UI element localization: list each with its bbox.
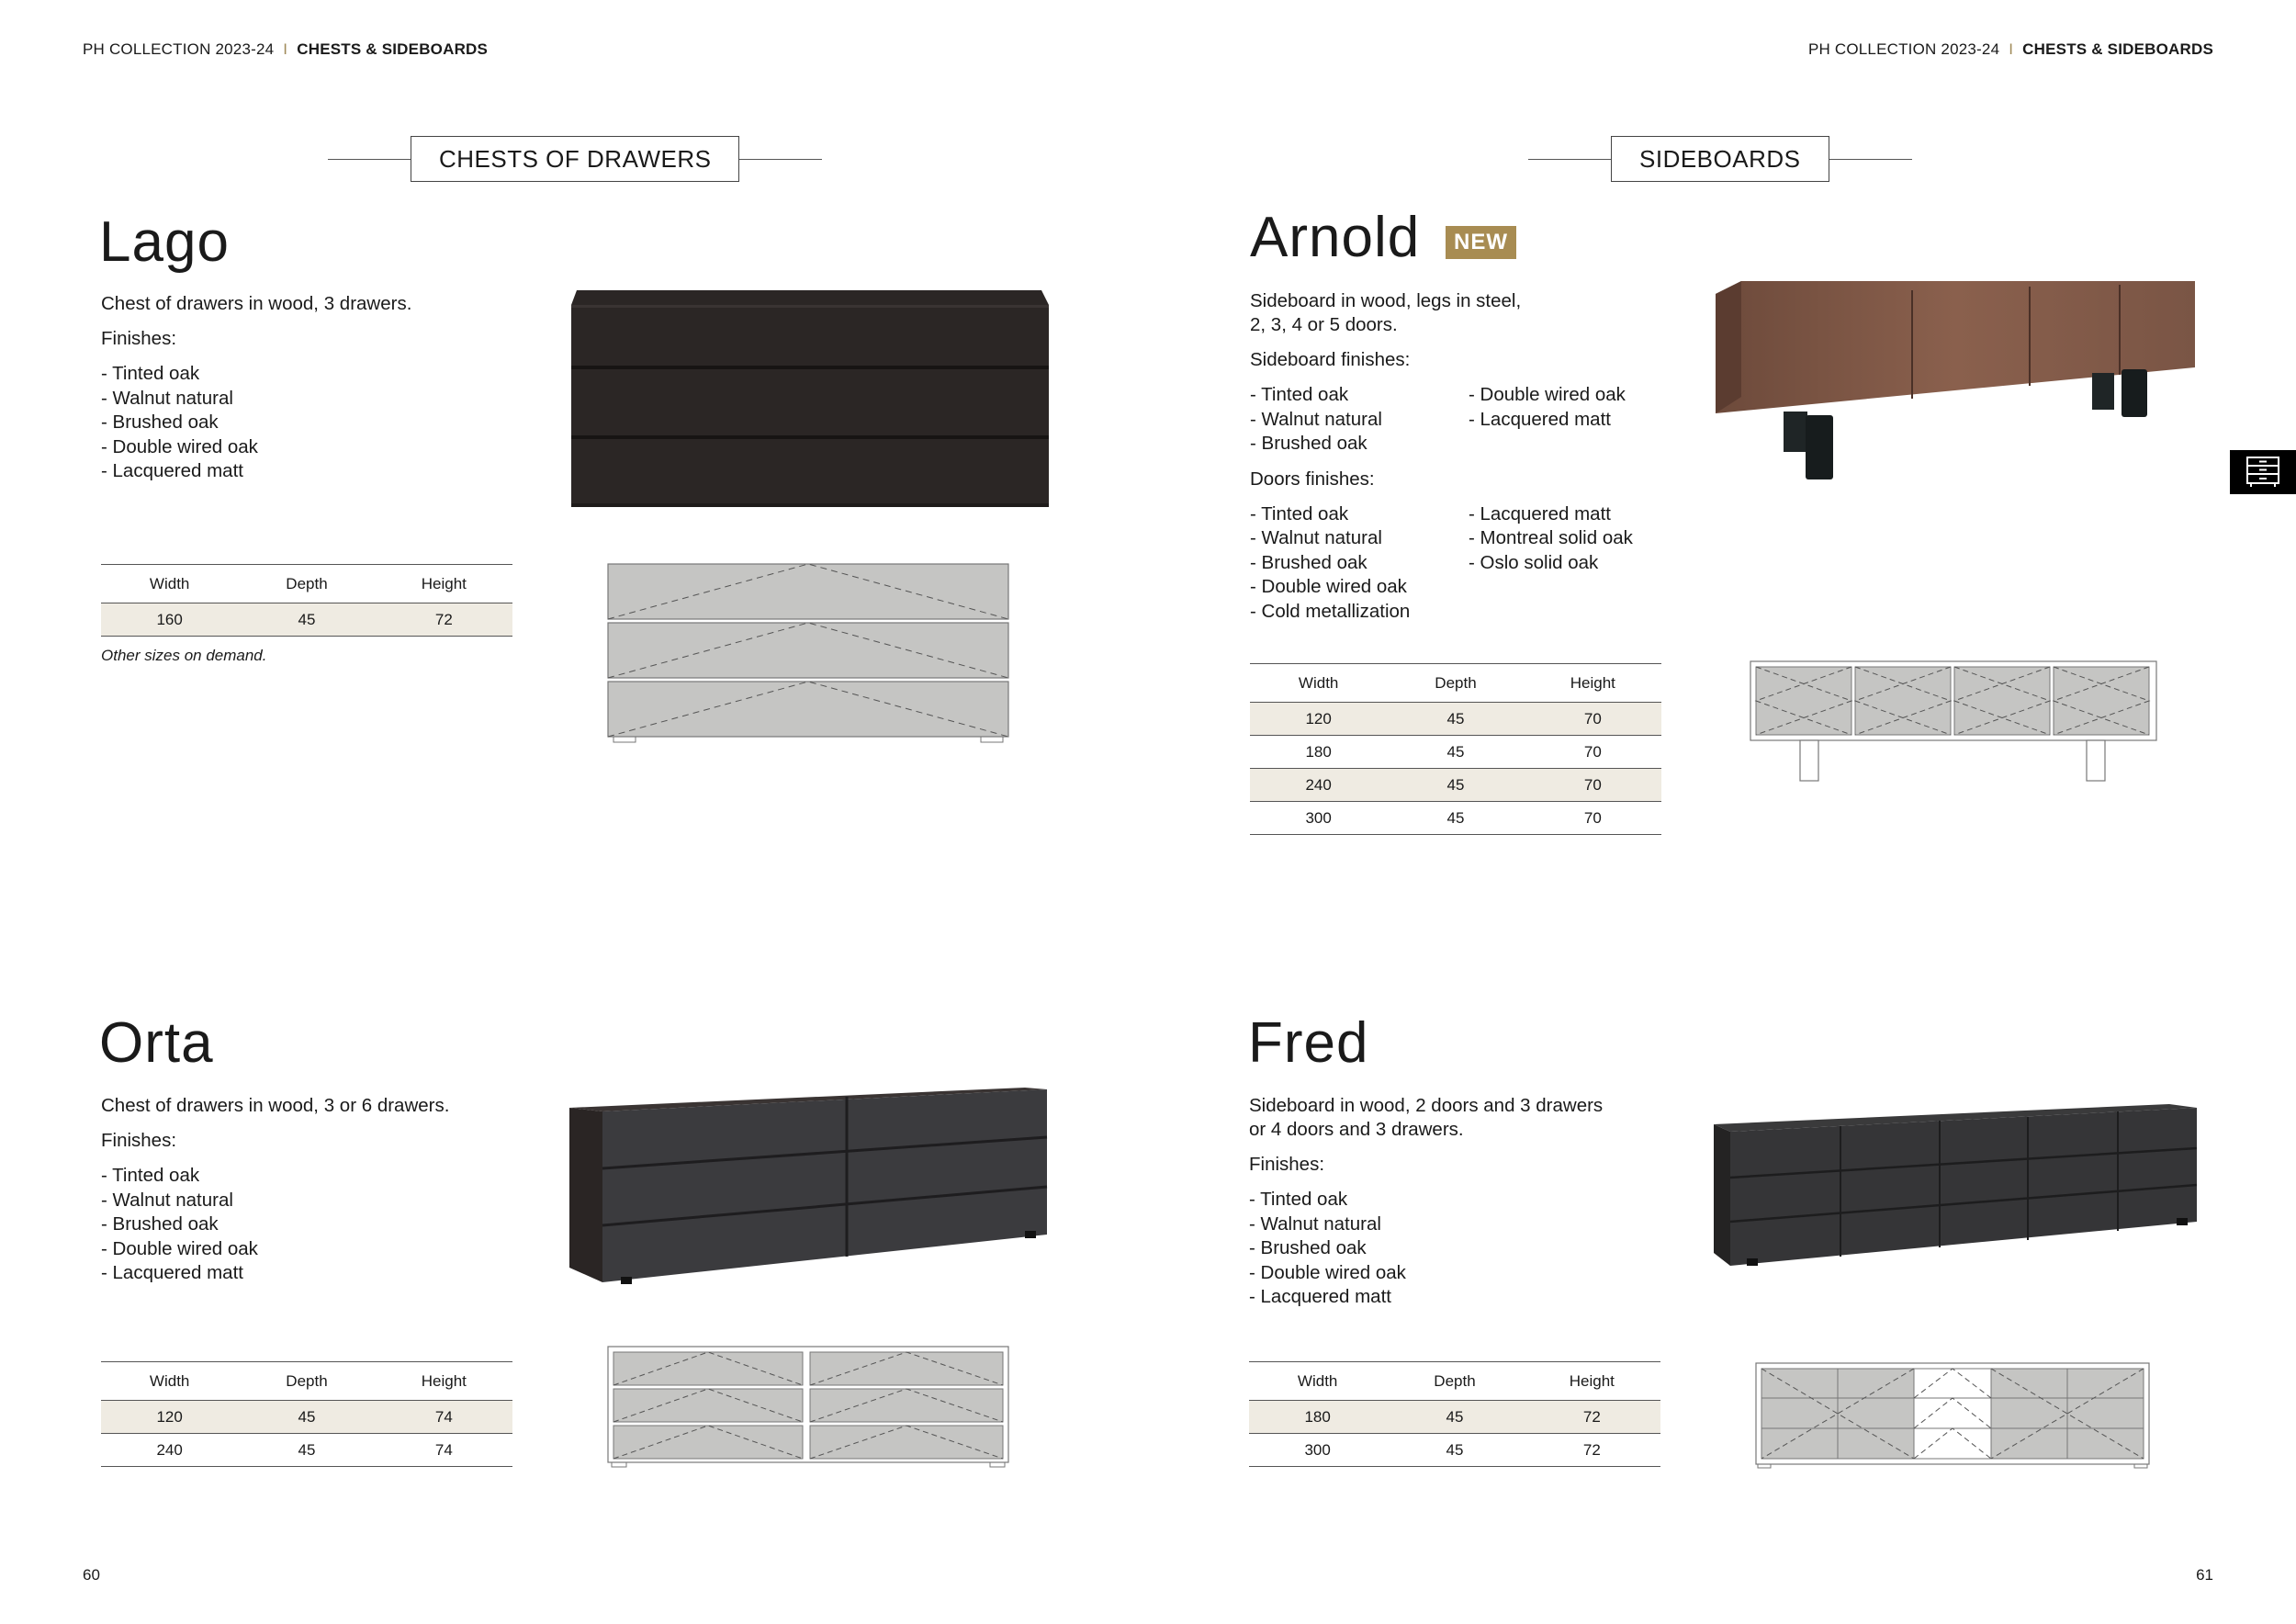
fred-finish-item: - Double wired oak xyxy=(1249,1261,1406,1283)
page-number-right: 61 xyxy=(2196,1566,2213,1584)
column-header-depth: Depth xyxy=(1386,1362,1523,1401)
section-label-chests: CHESTS OF DRAWERS xyxy=(328,136,822,182)
finish-item: - Cold metallization xyxy=(1250,600,1411,622)
arnold-product-photo xyxy=(1714,277,2197,498)
orta-finishes-label: Finishes: xyxy=(101,1130,177,1151)
product-title-fred: Fred xyxy=(1248,1011,1369,1075)
lago-note: Other sizes on demand. xyxy=(101,647,267,664)
orta-dimensions-table xyxy=(101,1361,512,1467)
finish-item: - Walnut natural xyxy=(1250,527,1382,548)
running-header-left: PH COLLECTION 2023-24 I CHESTS & SIDEBOARDS xyxy=(83,40,489,58)
fred-description-block xyxy=(1249,1094,1690,1310)
column-header-width: Width xyxy=(101,565,238,603)
lago-finish-item: - Brushed oak xyxy=(101,412,219,433)
lago-technical-drawing xyxy=(606,562,1010,746)
table-row: 240 45 70 xyxy=(1250,769,1661,802)
table-row: 300 45 72 xyxy=(1249,1434,1660,1467)
orta-finish-item: - Lacquered matt xyxy=(101,1262,243,1283)
column-header-depth: Depth xyxy=(1387,664,1524,703)
lago-finish-item: - Tinted oak xyxy=(101,363,200,384)
product-title-arnold: Arnold xyxy=(1250,206,1421,269)
running-header-right: PH COLLECTION 2023-24 I CHESTS & SIDEBOARDS xyxy=(1807,40,2213,58)
column-header-depth: Depth xyxy=(238,1362,375,1401)
column-header-height: Height xyxy=(376,565,512,603)
orta-finish-item: - Tinted oak xyxy=(101,1165,200,1186)
finish-item: - Lacquered matt xyxy=(1469,502,1611,524)
fred-description: or 4 doors and 3 drawers. xyxy=(1249,1119,1464,1140)
page-number-left: 60 xyxy=(83,1566,100,1584)
lago-finish-item: - Lacquered matt xyxy=(101,460,243,481)
finish-item: - Walnut natural xyxy=(1250,408,1382,430)
table-row: 240 45 74 xyxy=(101,1434,512,1467)
lago-description: Chest of drawers in wood, 3 drawers. xyxy=(101,293,412,314)
arnold-description: 2, 3, 4 or 5 doors. xyxy=(1250,314,1398,335)
header-separator: I xyxy=(2009,40,2014,58)
fred-technical-drawing xyxy=(1754,1361,2151,1470)
header-section: CHESTS & SIDEBOARDS xyxy=(2022,40,2213,58)
fred-product-photo xyxy=(1710,1100,2199,1271)
lago-finish-item: - Double wired oak xyxy=(101,435,258,457)
arnold-description-block xyxy=(1250,289,1691,624)
orta-technical-drawing xyxy=(606,1345,1010,1470)
column-header-height: Height xyxy=(376,1362,512,1401)
finish-item: - Brushed oak xyxy=(1250,551,1367,573)
orta-finish-item: - Brushed oak xyxy=(101,1213,219,1235)
column-header-width: Width xyxy=(1250,664,1387,703)
table-row: 160 45 72 xyxy=(101,603,512,637)
finish-item: - Tinted oak xyxy=(1250,384,1349,405)
product-title-lago: Lago xyxy=(99,210,230,274)
fred-finish-item: - Walnut natural xyxy=(1249,1212,1381,1235)
table-row: 300 45 70 xyxy=(1250,802,1661,835)
new-badge: NEW xyxy=(1446,226,1516,259)
lago-dimensions-table xyxy=(101,564,512,637)
arnold-technical-drawing xyxy=(1749,660,2158,784)
column-header-height: Height xyxy=(1524,1362,1660,1401)
column-header-height: Height xyxy=(1525,664,1661,703)
finish-item: - Tinted oak xyxy=(1250,502,1349,524)
fred-finishes-label: Finishes: xyxy=(1249,1154,1325,1175)
column-header-width: Width xyxy=(101,1362,238,1401)
header-section: CHESTS & SIDEBOARDS xyxy=(297,40,489,58)
arnold-sideboard-finishes-label: Sideboard finishes: xyxy=(1250,349,1411,370)
fred-finish-item: - Brushed oak xyxy=(1249,1237,1367,1258)
fred-dimensions-table xyxy=(1249,1361,1660,1467)
finish-item: - Brushed oak xyxy=(1250,433,1367,454)
chest-of-drawers-icon[interactable] xyxy=(2230,450,2296,494)
arnold-description: Sideboard in wood, legs in steel, xyxy=(1250,290,1522,311)
column-header-width: Width xyxy=(1249,1362,1386,1401)
lago-product-photo xyxy=(568,287,1051,513)
lago-finishes-label: Finishes: xyxy=(101,328,177,349)
orta-finish-item: - Walnut natural xyxy=(101,1189,233,1211)
orta-description-block xyxy=(101,1094,542,1286)
arnold-dimensions-table xyxy=(1250,663,1661,835)
fred-finish-item: - Tinted oak xyxy=(1249,1189,1348,1210)
table-row: 180 45 72 xyxy=(1249,1401,1660,1434)
finish-item: - Double wired oak xyxy=(1250,576,1407,597)
lago-finish-item: - Walnut natural xyxy=(101,387,233,409)
finish-item: - Double wired oak xyxy=(1469,384,1626,405)
header-separator: I xyxy=(283,40,288,58)
fred-finish-item: - Lacquered matt xyxy=(1249,1286,1391,1307)
table-row: 120 45 74 xyxy=(101,1401,512,1434)
table-row: 180 45 70 xyxy=(1250,736,1661,769)
column-header-depth: Depth xyxy=(238,565,375,603)
finish-item: - Lacquered matt xyxy=(1469,408,1611,430)
arnold-doors-finishes-label: Doors finishes: xyxy=(1250,468,1375,490)
orta-finish-item: - Double wired oak xyxy=(101,1237,258,1259)
section-label-sideboards: SIDEBOARDS xyxy=(1528,136,1912,182)
product-title-orta: Orta xyxy=(99,1011,214,1075)
fred-description: Sideboard in wood, 2 doors and 3 drawers xyxy=(1249,1095,1604,1116)
table-row: 120 45 70 xyxy=(1250,703,1661,736)
orta-description: Chest of drawers in wood, 3 or 6 drawers. xyxy=(101,1095,450,1116)
finish-item: - Oslo solid oak xyxy=(1469,551,1599,573)
orta-product-photo xyxy=(566,1084,1049,1288)
finish-item: - Montreal solid oak xyxy=(1469,527,1633,548)
lago-description-block xyxy=(101,292,523,484)
